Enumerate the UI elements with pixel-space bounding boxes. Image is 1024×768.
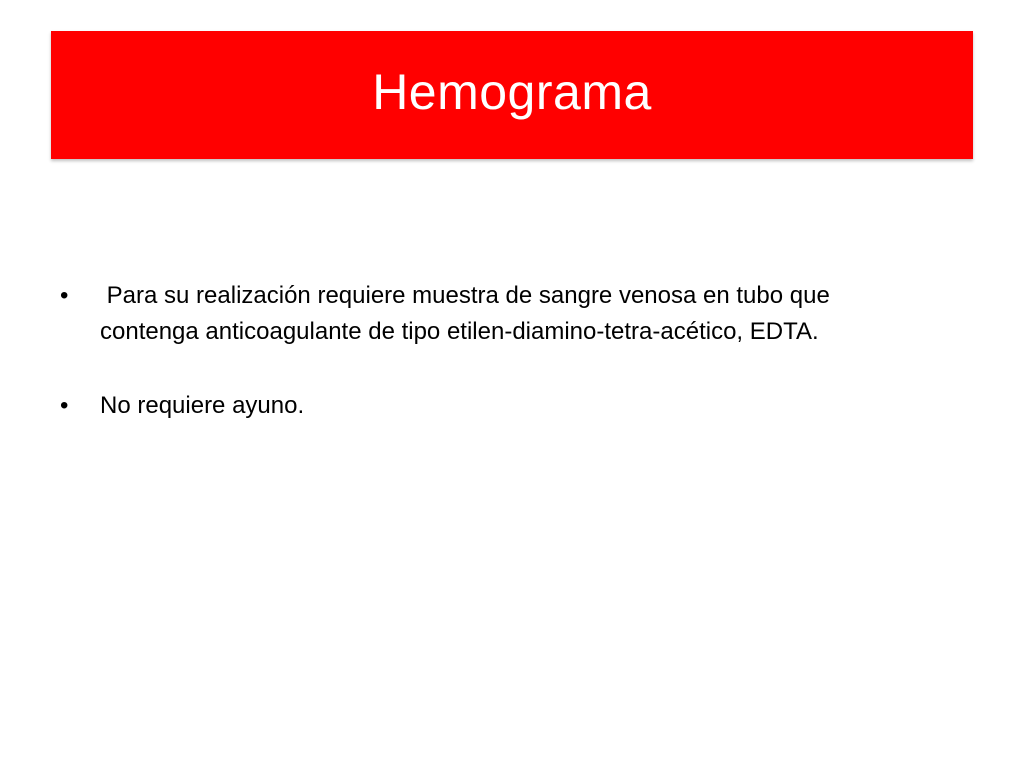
bullet-text: Para su realización requiere muestra de sangre venosa en tubo que contenga anticoagulante de tipo etilen-diamino-tetra-acético, EDTA. — [100, 282, 837, 345]
bullet-icon: • — [60, 392, 69, 419]
slide-title: Hemograma — [372, 64, 652, 120]
bullet-item — [60, 278, 920, 350]
bullet-icon: • — [60, 282, 69, 309]
bullet-item — [60, 388, 920, 424]
bullet-text: No requiere ayuno. — [100, 392, 305, 419]
title-bar — [51, 31, 973, 159]
bullet-list — [60, 278, 920, 462]
